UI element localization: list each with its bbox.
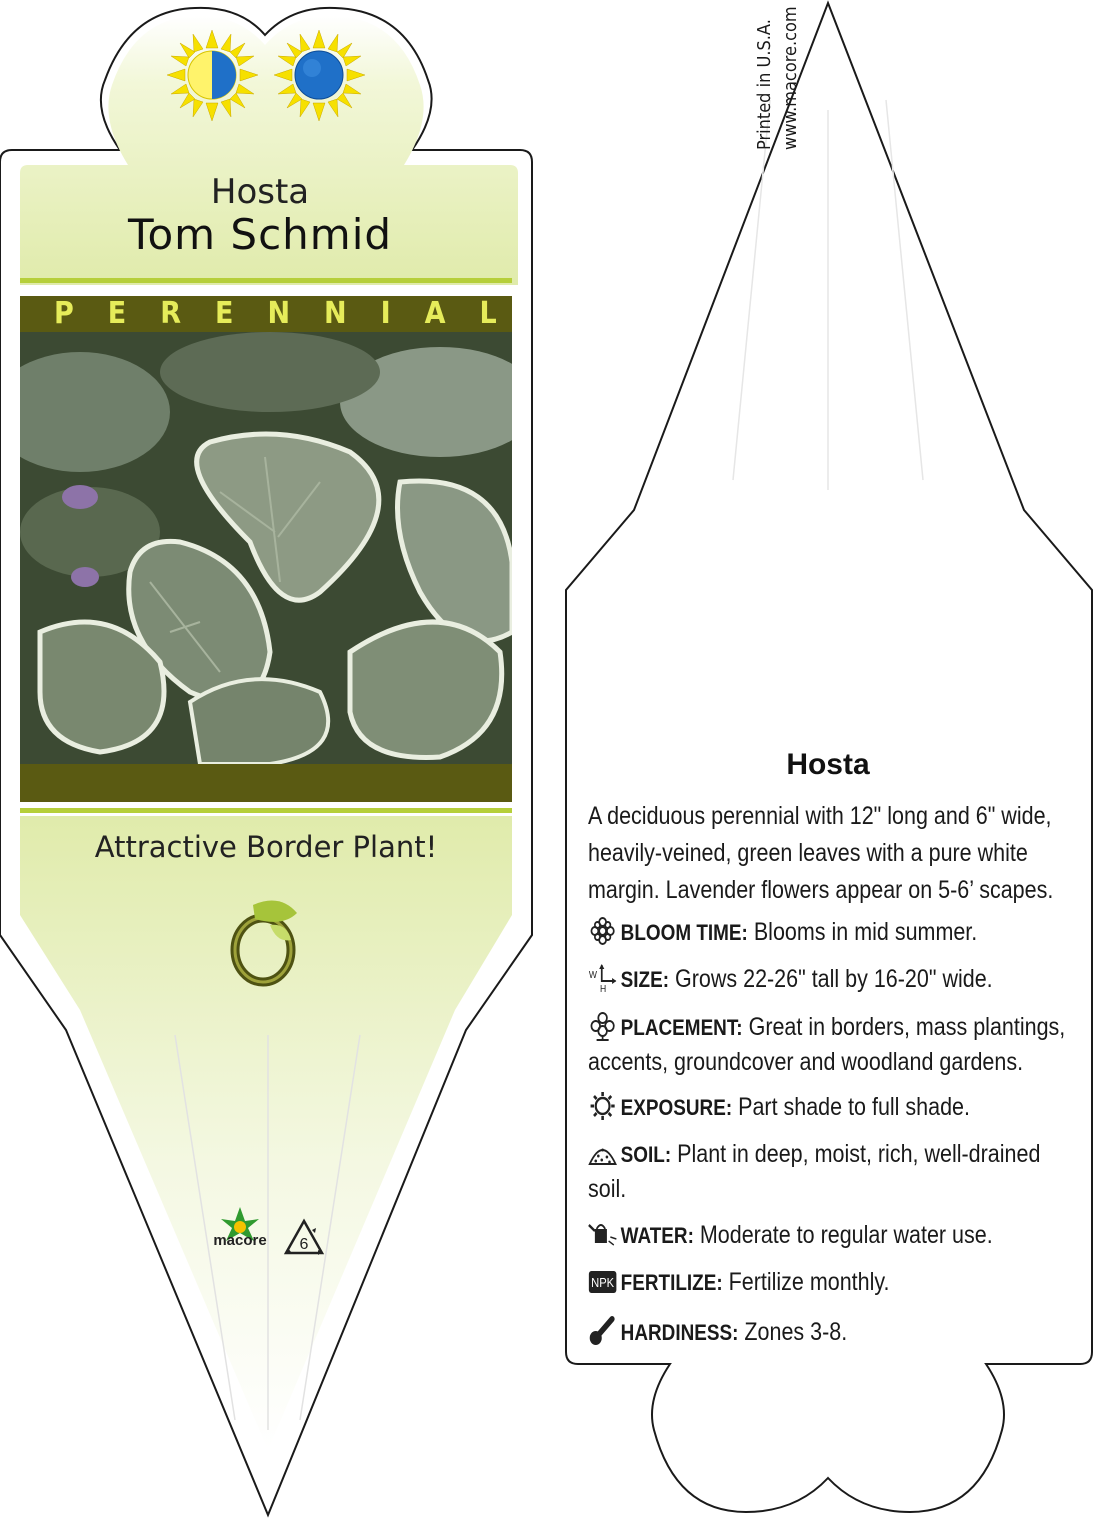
npk-icon	[588, 1266, 617, 1296]
placement-text: Great in borders, mass plantings, accents, groundcover and woodland gardens.	[588, 1013, 1066, 1076]
detail-exposure	[588, 1090, 1078, 1125]
size-arrows-icon	[588, 963, 617, 993]
macore-logo-icon	[205, 1205, 275, 1265]
fertilize-text: Fertilize monthly.	[728, 1268, 890, 1296]
detail-water	[588, 1218, 1078, 1253]
photo-bottom-band	[20, 764, 512, 802]
variety-name: Tom Schmid	[127, 210, 393, 259]
back-title: Hosta	[786, 748, 870, 781]
bloom-time-text: Blooms in mid summer.	[753, 918, 978, 946]
thermometer-icon	[588, 1316, 617, 1346]
detail-fertilize	[588, 1265, 1078, 1300]
printed-note: Printed in U.S.A.	[754, 19, 775, 150]
water-label: WATER:	[620, 1223, 694, 1248]
bloom-time-label: BLOOM TIME:	[620, 920, 748, 945]
recycle-icon	[282, 1218, 326, 1258]
svg-text:H: H	[600, 983, 607, 993]
detail-hardiness	[588, 1315, 1078, 1350]
sun-outline-icon	[588, 1091, 617, 1121]
size-label: SIZE:	[620, 967, 670, 992]
part-sun-icon	[165, 28, 260, 123]
plant-type-label: PERENNIAL	[54, 296, 531, 331]
detail-bloom-time	[588, 915, 1078, 950]
brand-name: macore	[213, 1232, 267, 1249]
placement-label: PLACEMENT:	[620, 1015, 743, 1040]
exposure-text: Part shade to full shade.	[738, 1093, 970, 1121]
genus-name: Hosta	[210, 172, 310, 212]
svg-text:W: W	[588, 969, 597, 981]
placement-icon	[588, 1011, 617, 1041]
detail-soil	[588, 1137, 1078, 1207]
watering-can-icon	[588, 1219, 617, 1249]
flower-icon	[588, 916, 617, 946]
plant-photo	[20, 332, 512, 764]
printed-note-block	[752, 6, 804, 150]
fertilize-label: FERTILIZE:	[620, 1270, 723, 1295]
recycle-number: 6	[299, 1236, 309, 1253]
detail-placement	[588, 1010, 1078, 1080]
soil-pile-icon	[588, 1138, 617, 1168]
hardiness-text: Zones 3-8.	[744, 1318, 848, 1346]
website: www.macore.com	[780, 6, 801, 150]
hardiness-label: HARDINESS:	[620, 1320, 739, 1345]
detail-size	[588, 962, 1078, 997]
exposure-label: EXPOSURE:	[620, 1095, 733, 1120]
tagline: Attractive Border Plant!	[94, 830, 438, 864]
soil-label: SOIL:	[620, 1142, 672, 1167]
seed-logo-icon	[225, 895, 310, 990]
water-text: Moderate to regular water use.	[699, 1221, 993, 1249]
size-text: Grows 22-26" tall by 16-20" wide.	[675, 965, 993, 993]
soil-text: Plant in deep, moist, rich, well-drained soil.	[588, 1140, 1041, 1203]
svg-text:NPK: NPK	[591, 1275, 615, 1291]
description: A deciduous perennial with 12" long and 6" wide, heavily-veined, green leaves with a pure white margin. Lavender flowers appear on 5-6’ scapes.	[588, 802, 1054, 904]
full-shade-icon	[272, 28, 367, 123]
